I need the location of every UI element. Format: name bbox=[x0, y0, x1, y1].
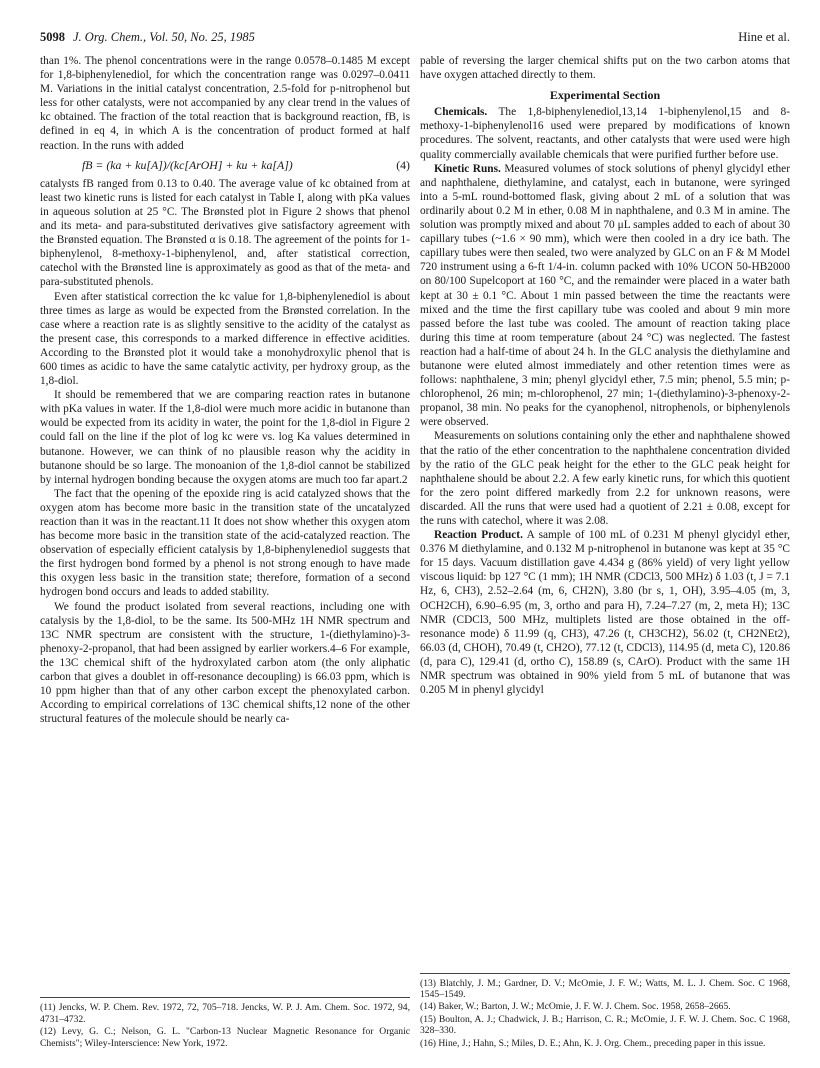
paragraph: Measurements on solutions containing only the ether and naphthalene showed that the ratio of the ether concentration to the naphthalene concentration divided by the ratio of the GLC peak height for the ether to the GLC peak height for naphthalene should be about 2.2. A few early kinetic runs, for which this quotient for the zero point differed markedly from 2.2 for unknown reasons, were discarded. All the runs that were used had a quotient of 2.21 ± 0.08, except for the runs with catechol, where it was 2.08. bbox=[420, 430, 790, 527]
paragraph: pable of reversing the larger chemical shifts put on the two carbon atoms that have oxygen attached directly to them. bbox=[420, 55, 790, 82]
footnote: (13) Blatchly, J. M.; Gardner, D. V.; McOmie, J. F. W.; Watts, M. L. J. Chem. Soc. C 1968, 1545–1549. bbox=[420, 977, 790, 1000]
paragraph: Even after statistical correction the kc value for 1,8-biphenylenediol is about three times as large as would be expected from the Brønsted correlation. In the case where a reaction rate is as slightly sensitive to the acidity of the catalyst as the present case, this corresponds to a marked difference in effective acidities. According to the Brønsted plot it would take a monohydroxylic phenol that is 600 times as acidic to have the same catalytic activity, per hydroxy group, as the 1,8-diol. bbox=[40, 290, 410, 388]
footnote: (11) Jencks, W. P. Chem. Rev. 1972, 72, 705–718. Jencks, W. P. J. Am. Chem. Soc. 1972, 94, 4731–4732. bbox=[40, 1002, 410, 1025]
footnote: (12) Levy, G. C.; Nelson, G. L. "Carbon-13 Nuclear Magnetic Resonance for Organic Chemists"; Wiley-Interscience: New York, 1972. bbox=[40, 1026, 410, 1049]
left-column bbox=[40, 54, 410, 1050]
equation-body: fB = (ka + ku[A])/(kc[ArOH] + ku + ka[A]) bbox=[82, 157, 293, 172]
equation-number: (4) bbox=[396, 157, 410, 172]
section-heading: Experimental Section bbox=[549, 88, 661, 103]
footnote: (16) Hine, J.; Hahn, S.; Miles, D. E.; Ahn, K. J. Org. Chem., preceding paper in this issue. bbox=[420, 1037, 766, 1049]
footnote: (14) Baker, W.; Barton, J. W.; McOmie, J. F. W. J. Chem. Soc. 1958, 2658–2665. bbox=[420, 1001, 731, 1013]
journal-citation: J. Org. Chem., Vol. 50, No. 25, 1985 bbox=[73, 30, 255, 44]
footnotes-right bbox=[420, 973, 790, 1050]
header-authors: Hine et al. bbox=[738, 30, 790, 44]
footnotes-left bbox=[40, 997, 410, 1050]
runin-heading: Reaction Product. bbox=[434, 529, 523, 542]
right-column bbox=[420, 54, 790, 1050]
journal-page bbox=[40, 30, 790, 1050]
paragraph-text: Measured volumes of stock solutions of phenyl glycidyl ether and naphthalene, diethylamine, and catalyst, each in butanone, were syringed into a 5-mL round-bottomed flask, giving about 2 mL of a solution that was ordinarily about 0.2 M in ether, 0.08 M in naphthalene, and 0.3 M in amine. The solution was promptly mixed and about 70 μL samples added to each of about 30 capillary tubes (~1.6 × 90 mm), which were then cooled in a dry ice bath. The capillary tubes were then sealed, two were analyzed by GLC on an F & M Model 720 instrument using a 6-ft 1/4-in. column packed with 10% UCON 50-HB2000 on 80/100 Supelcoport at 160 °C, and the remainder were placed in a water bath kept at 30 ± 0.1 °C. About 1 min passed between the time the reactants were mixed and the time the first capillary tube was cooled and about 9 min more passed before the last tube was cooled. The amount of reaction taking place during this time at room temperature (about 24 °C) was neglected. The fastest reaction had a half-time of about 24 h. In the GLC analysis the diethylamine and butanone were eluted almost immediately and other retention times were as follows: naphthalene, 3 min; phenyl glycidyl ether, 7.5 min; phenol, 5.5 min; p-chlorophenol, 26 min; m-chlorophenol, 27 min; 1-(diethylamino)-3-phenoxy-2-propanol, 38 min. No peaks for the cyanophenol, nitrophenols, or biphenylenols were observed. bbox=[420, 162, 790, 429]
paragraph: catalysts fB ranged from 0.13 to 0.40. The average value of kc obtained from at least two kinetic runs is listed for each catalyst in Table I, along with pKa values in aqueous solution at 25 °C. The Brønsted plot in Figure 2 shows that phenol and its meta- and para-substituted derivatives give satisfactory agreement with the Brønsted equation. The Brønsted α is 0.18. The agreement of the points for 1-biphenylenol, 8-methoxy-1-biphenylenol, and, after statistical correction, catechol with the Brønsted line is approximately as good as that of the meta- and para-substituted phenols. bbox=[40, 177, 410, 289]
footnote: (15) Boulton, A. J.; Chadwick, J. B.; Harrison, C. R.; McOmie, J. F. W. J. Chem. Soc. C 1968, 328–330. bbox=[420, 1013, 790, 1037]
paragraph-kinetic-runs bbox=[420, 162, 790, 430]
equation-4 bbox=[40, 158, 410, 172]
paragraph-text: The 1,8-biphenylenediol,13,14 1-biphenylenol,15 and 8-methoxy-1-biphenylenol16 used were prepared by modifications of known procedures. The solvent, reactants, and other catalysts that were used were high quality commercially available chemicals that were purified further before use. bbox=[420, 106, 790, 161]
runin-heading: Chemicals. bbox=[434, 106, 488, 119]
two-column-body bbox=[40, 54, 790, 1050]
page-number: 5098 bbox=[40, 30, 65, 44]
paragraph: The fact that the opening of the epoxide ring is acid catalyzed shows that the oxygen atom has become more basic in the transition state of the uncatalyzed reaction than it was in the reactant.11 It does not show whether this oxygen atom has become more basic in the transition state of the acid-catalyzed reaction. The observation of especially efficient catalysis by 1,8-biphenylenediol suggests that the first hydrogen bond formed by a phenol is not strong enough to have made this oxygen less basic in the transition state; therefore, formation of a second hydrogen bond occurs and leads to added stability. bbox=[40, 487, 410, 599]
paragraph: than 1%. The phenol concentrations were in the range 0.0578–0.1485 M except for 1,8-biphenylenediol, for which the concentration range was 0.0297–0.0411 M. Variations in the initial catalyst concentration, 2.5-fold for p-nitrophenol but less for other catalysts, were not accompanied by any clear trend in the values of kc obtained. The fraction of the total reaction that is background reaction, fB, is defined in eq 4, in which A is the concentration of product formed at half reaction. In the runs with added bbox=[40, 55, 410, 152]
paragraph: It should be remembered that we are comparing reaction rates in butanone with pKa values in water. If the 1,8-diol were much more acidic in butanone than would be expected from its acidity in water, the point for the 1,8-diol in Figure 2 could fall on the line if the plot of log kc were vs. log Ka values determined in butanone. However, we can think of no plausible reason why the acidity in butanone should be so large. The monoanion of the 1,8-diol cannot be stabilized by internal hydrogen bonding because the oxygen atoms are much too far apart.2 bbox=[40, 389, 410, 486]
runin-heading: Kinetic Runs. bbox=[434, 162, 501, 175]
paragraph-reaction-product bbox=[420, 528, 790, 697]
paragraph-chemicals bbox=[420, 105, 790, 161]
paragraph: We found the product isolated from several reactions, including one with catalysis by the 1,8-diol, to be the same. Its 500-MHz 1H NMR spectrum and 13C NMR spectrum are consistent with the structure, 1-(diethylamino)-3-phenoxy-2-propanol, that had been assigned by earlier workers.4–6 For example, the 13C chemical shift of the hydroxylated carbon atom (the only aliphatic carbon that gives a doublet in off-resonance decoupling) is 66.03 ppm, which is 10 ppm higher than that of any other carbon except the phenoxylated carbon. According to empirical correlations of 13C chemical shifts,12 none of the other structural features of the molecule should be nearly ca- bbox=[40, 600, 410, 726]
paragraph-text: A sample of 100 mL of 0.231 M phenyl glycidyl ether, 0.376 M diethylamine, and 0.132 M p-nitrophenol in butanone was kept at 35 °C for 15 days. Vacuum distillation gave 4.434 g (86% yield) of very light yellow viscous liquid: bp 127 °C (1 mm); 1H NMR (CDCl3, 500 MHz) δ 1.03 (t, J = 7.1 Hz, 6, CH3), 2.52–2.64 (m, 6, CH2N), 3.80 (br s, 1, OH), 3.95–4.05 (m, 3, OCH2CH), 6.90–6.95 (m, 3, ortho and para H), 7.24–7.27 (m, 2, meta H); 13C NMR (CDCl3, 500 MHz, multiplets listed are those obtained in the off-resonance mode) δ 11.99 (q, CH3), 47.26 (t, CH3CH2), 56.02 (t, CH2NEt2), 66.03 (d, CHOH), 70.49 (t, CH2O), 77.12 (t, CDCl3), 114.95 (d, meta C), 120.86 (d, para C), 129.41 (d, ortho C), 158.89 (s, CArO). Product with the same 1H NMR spectrum was obtained in 90% yield from 5 mL of butanone that was 0.205 M in phenyl glycidyl bbox=[420, 529, 790, 697]
running-header bbox=[40, 30, 790, 52]
header-left bbox=[40, 30, 255, 45]
